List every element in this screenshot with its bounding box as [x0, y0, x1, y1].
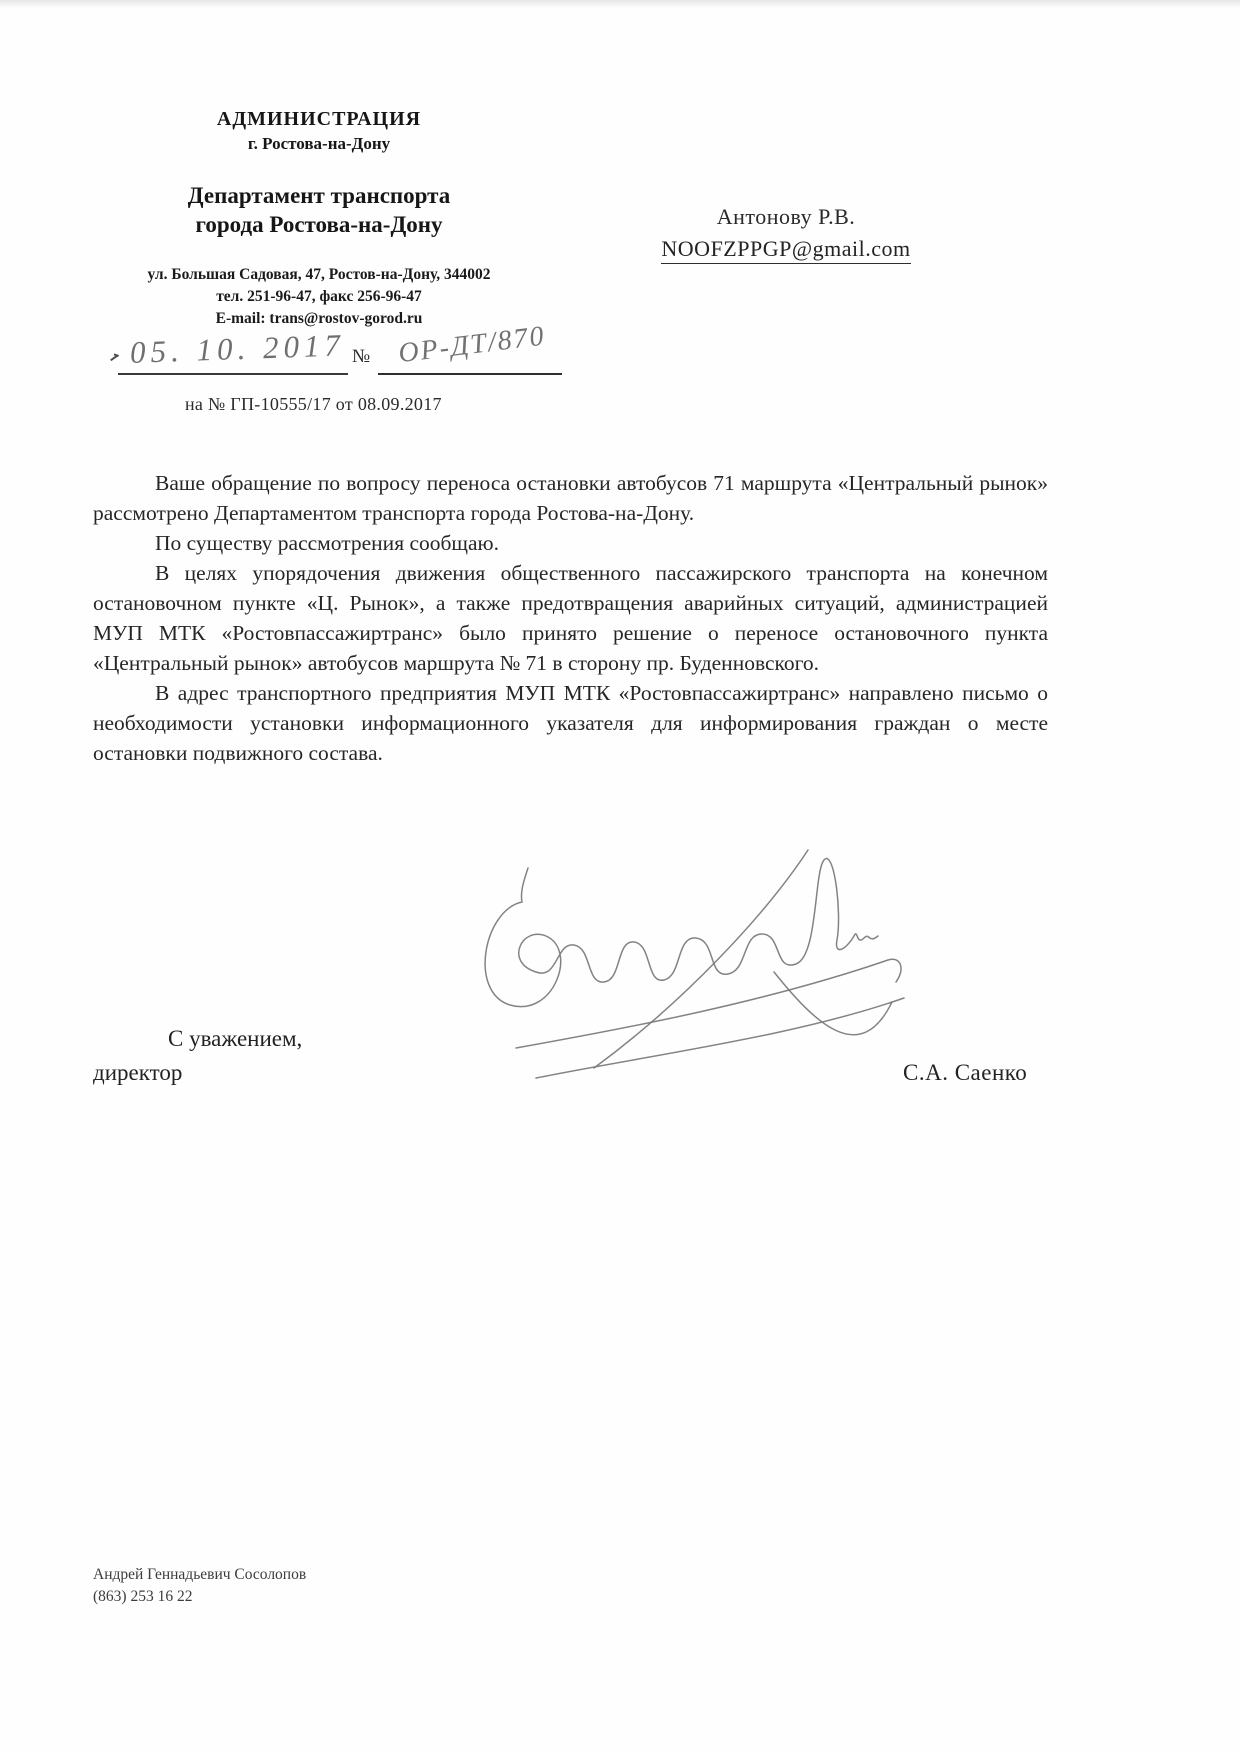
letterhead-address: ул. Большая Садовая, 47, Ростов-на-Дону, 344002	[147, 266, 491, 283]
signer-title: директор	[93, 1060, 183, 1085]
letter-paragraph: Ваше обращение по вопросу переноса остановки автобусов 71 маршрута «Центральный рынок» рассмотрено Департаментом транспорта города Ростова-на-Дону.	[93, 471, 1048, 525]
letter-paragraph: По существу рассмотрения сообщаю.	[155, 531, 499, 555]
scan-artifact-top	[0, 0, 1240, 8]
executor-phone: (863) 253 16 22	[93, 1588, 193, 1605]
org-name-line1: АДМИНИСТРАЦИЯ	[216, 108, 422, 130]
letter-paragraph: В адрес транспортного предприятия МУП МТК «Ростовпассажиртранс» направлено письмо о необходимости установки информационного указателя для информирования граждан о месте остановки подвижного состава.	[93, 681, 1048, 765]
date-underline	[118, 373, 348, 375]
pen-tick-mark	[110, 355, 118, 361]
addressee-name: Антонову Р.В.	[716, 204, 856, 229]
dept-name-line2: города Ростова-на-Дону	[195, 212, 443, 237]
letter-body	[93, 468, 1048, 768]
number-underline	[378, 373, 562, 375]
executor-name: Андрей Геннадьевич Сосолопов	[93, 1566, 307, 1583]
executor-contact	[93, 1564, 306, 1608]
org-name-line2: г. Ростова-на-Дону	[247, 134, 391, 153]
reference-line: на № ГП-10555/17 от 08.09.2017	[185, 394, 442, 414]
signature-image	[466, 840, 916, 1108]
signer-name: С.А. Саенко	[903, 1060, 1028, 1085]
addressee-block	[638, 204, 934, 264]
handwritten-date: 05. 10. 2017	[129, 327, 346, 370]
letterhead-email: E-mail: trans@rostov-gorod.ru	[215, 310, 423, 327]
letter-paragraph: В целях упорядочения движения общественного пассажирского транспорта на конечном остановочном пункте «Ц. Рынок», а также предотвращения аварийных ситуаций, администрацией МУП МТК «Ростовпассажиртранс» было принято решение о переносе остановочного пункта «Центральный рынок» автобусов маршрута № 71 в сторону пр. Буденновского.	[93, 561, 1048, 675]
closing-phrase: С уважением,	[168, 1026, 303, 1051]
dept-name-line1: Департамент транспорта	[187, 183, 451, 208]
letterhead-phone: тел. 251-96-47, факс 256-96-47	[216, 288, 422, 305]
handwritten-outgoing-number: ОР-ДТ/870	[396, 320, 548, 370]
number-sign-label: №	[352, 346, 371, 367]
addressee-email: NOOFZPPGP@gmail.com	[661, 236, 910, 264]
letterhead	[120, 108, 518, 330]
